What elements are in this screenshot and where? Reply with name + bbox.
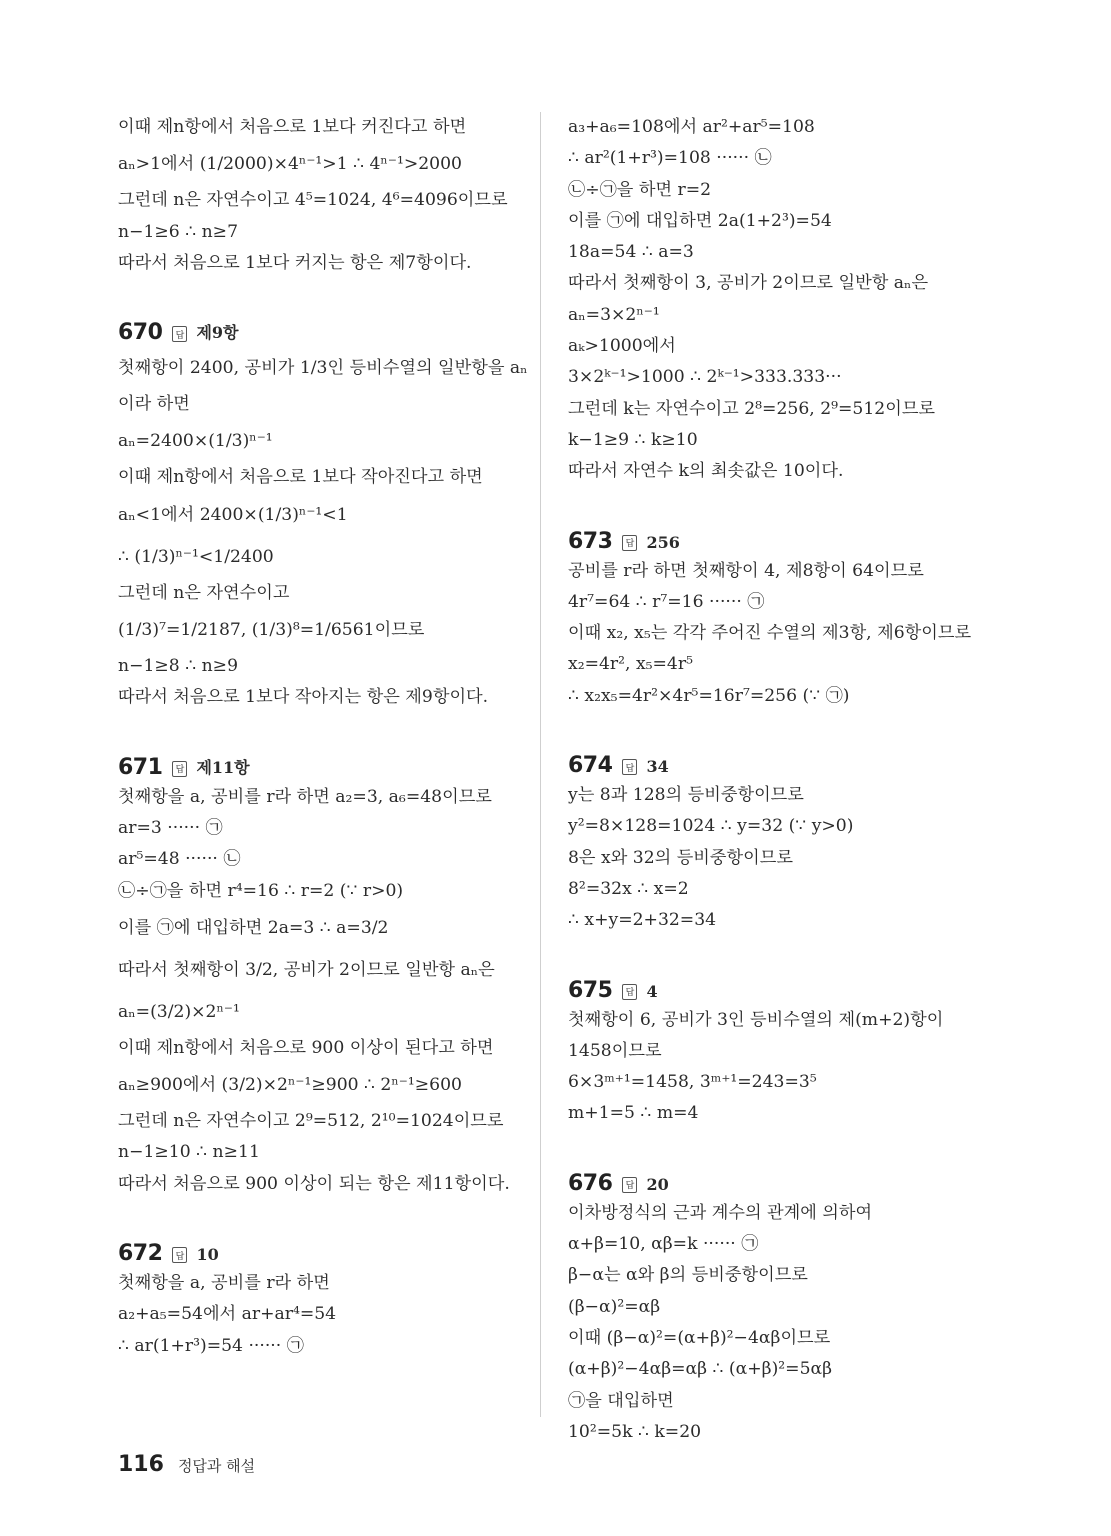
solution-line: 따라서 처음으로 900 이상이 되는 항은 제11항이다. <box>118 1173 510 1194</box>
solution-line: 8은 x와 32의 등비중항이므로 <box>568 847 793 868</box>
solution-line: 이때 제n항에서 처음으로 900 이상이 된다고 하면 <box>118 1037 494 1058</box>
solution-line: n−1≥10 ∴ n≥11 <box>118 1142 260 1163</box>
solution-line: (β−α)²=αβ <box>568 1296 661 1317</box>
answer-value: 34 <box>646 757 669 777</box>
solution-line: 3×2ᵏ⁻¹>1000 ∴ 2ᵏ⁻¹>333.333··· <box>568 367 842 388</box>
right-column <box>568 112 988 1448</box>
solution-line: 따라서 첫째항이 3/2, 공비가 2이므로 일반항 aₙ은 <box>118 959 495 980</box>
solution-line: 이차방정식의 근과 계수의 관계에 의하여 <box>568 1202 873 1223</box>
problem-number: 671 <box>118 754 163 780</box>
answer-value: 20 <box>646 1174 669 1194</box>
answer-value: 4 <box>646 981 658 1001</box>
solution-line: aₙ=(3/2)×2ⁿ⁻¹ <box>118 1001 240 1022</box>
problem-header <box>568 1160 988 1196</box>
section-gap <box>568 712 988 742</box>
section-gap <box>568 488 988 518</box>
problem-header <box>568 742 988 778</box>
solution-line: 그런데 n은 자연수이고 4⁵=1024, 4⁶=4096이므로 <box>118 190 508 211</box>
section-title: 정답과 해설 <box>177 1457 256 1475</box>
solution-line: ar=3 ······ ㉠ <box>118 817 223 838</box>
answer-icon: 답 <box>172 1247 187 1263</box>
solution-line: ∴ x₂x₅=4r²×4r⁵=16r⁷=256 (∵ ㉠) <box>568 685 850 706</box>
solution-line: x₂=4r², x₅=4r⁵ <box>568 654 693 675</box>
solution-line: 공비를 r라 하면 첫째항이 4, 제8항이 64이므로 <box>568 560 924 581</box>
column-divider <box>540 112 541 1417</box>
answer-icon: 답 <box>172 326 187 342</box>
problem-header <box>118 309 528 345</box>
solution-line: 이를 ㉠에 대입하면 2a(1+2³)=54 <box>568 210 832 231</box>
solution-line: k−1≥9 ∴ k≥10 <box>568 429 698 450</box>
solution-line: a₃+a₆=108에서 ar²+ar⁵=108 <box>568 117 815 137</box>
answer-value: 제11항 <box>196 757 250 777</box>
problem-number: 670 <box>118 320 163 346</box>
solution-line: ∴ ar²(1+r³)=108 ······ ㉡ <box>568 148 772 169</box>
answer-icon: 답 <box>622 984 637 1000</box>
solution-line: 첫째항을 a, 공비를 r라 하면 a₂=3, a₆=48이므로 <box>118 786 492 807</box>
answer-icon: 답 <box>622 535 637 551</box>
solution-line: aₙ=2400×(1/3)ⁿ⁻¹ <box>118 431 273 452</box>
problem-number: 675 <box>568 977 613 1003</box>
solution-line: aₖ>1000에서 <box>568 336 676 357</box>
solution-line: ㉡÷㉠을 하면 r=2 <box>568 179 712 200</box>
solution-line: ∴ x+y=2+32=34 <box>568 910 717 931</box>
solution-line: 10²=5k ∴ k=20 <box>568 1421 702 1442</box>
solution-line: aₙ≥900에서 (3/2)×2ⁿ⁻¹≥900 ∴ 2ⁿ⁻¹≥600 <box>118 1075 462 1096</box>
solution-line: 따라서 처음으로 1보다 커지는 항은 제7항이다. <box>118 252 472 273</box>
solution-line: β−α는 α와 β의 등비중항이므로 <box>568 1265 808 1286</box>
solution-line: 그런데 n은 자연수이고 2⁹=512, 2¹⁰=1024이므로 <box>118 1111 504 1132</box>
page-number: 116 <box>118 1452 164 1477</box>
section-gap <box>118 1200 528 1230</box>
problem-number: 672 <box>118 1241 163 1267</box>
answer-value: 256 <box>646 532 680 552</box>
problem-number: 676 <box>568 1170 613 1196</box>
answer-icon: 답 <box>622 759 637 775</box>
solution-line: ㉠을 대입하면 <box>568 1390 674 1411</box>
solution-line: 따라서 첫째항이 3, 공비가 2이므로 일반항 aₙ은 <box>568 273 929 294</box>
problem-header <box>118 1230 528 1266</box>
solution-line: aₙ=3×2ⁿ⁻¹ <box>568 304 660 325</box>
solution-line: ㉡÷㉠을 하면 r⁴=16 ∴ r=2 (∵ r>0) <box>118 880 404 901</box>
section-gap <box>568 937 988 967</box>
solution-line: ar⁵=48 ······ ㉡ <box>118 849 241 870</box>
solution-line: ∴ ar(1+r³)=54 ······ ㉠ <box>118 1335 304 1356</box>
problem-number: 673 <box>568 528 613 554</box>
section-gap <box>568 1130 988 1160</box>
solution-line: aₙ>1에서 (1/2000)×4ⁿ⁻¹>1 ∴ 4ⁿ⁻¹>2000 <box>118 154 462 175</box>
page-footer <box>118 1452 255 1477</box>
solution-line: 18a=54 ∴ a=3 <box>568 242 694 263</box>
problem-header <box>568 967 988 1003</box>
problem-header <box>568 518 988 554</box>
solution-line: 그런데 k는 자연수이고 2⁸=256, 2⁹=512이므로 <box>568 398 936 419</box>
solution-line: y는 8과 128의 등비중항이므로 <box>568 785 804 806</box>
solution-line: 첫째항이 6, 공비가 3인 등비수열의 제(m+2)항이 <box>568 1009 944 1030</box>
answer-icon: 답 <box>622 1177 637 1193</box>
solution-line: 6×3ᵐ⁺¹=1458, 3ᵐ⁺¹=243=3⁵ <box>568 1072 817 1093</box>
solution-line: 그런데 n은 자연수이고 <box>118 582 290 603</box>
solution-line: (α+β)²−4αβ=αβ ∴ (α+β)²=5αβ <box>568 1359 833 1380</box>
solution-line: 이때 제n항에서 처음으로 1보다 작아진다고 하면 <box>118 467 483 488</box>
solution-line: 8²=32x ∴ x=2 <box>568 878 689 899</box>
solution-line: n−1≥8 ∴ n≥9 <box>118 656 239 677</box>
solution-line: 4r⁷=64 ∴ r⁷=16 ······ ㉠ <box>568 591 765 612</box>
section-gap <box>118 279 528 309</box>
solution-line: ∴ (1/3)ⁿ⁻¹<1/2400 <box>118 546 274 567</box>
solution-line: y²=8×128=1024 ∴ y=32 (∵ y>0) <box>568 816 854 837</box>
solution-line: aₙ<1에서 2400×(1/3)ⁿ⁻¹<1 <box>118 504 348 525</box>
solution-line: α+β=10, αβ=k ······ ㉠ <box>568 1234 759 1255</box>
answer-value: 10 <box>196 1245 219 1265</box>
solution-line: 1458이므로 <box>568 1040 662 1061</box>
solution-line: 이라 하면 <box>118 394 190 415</box>
left-column <box>118 112 528 1362</box>
solution-line: 이때 x₂, x₅는 각각 주어진 수열의 제3항, 제6항이므로 <box>568 623 972 644</box>
solution-line: (1/3)⁷=1/2187, (1/3)⁸=1/6561이므로 <box>118 620 425 641</box>
solution-line: m+1=5 ∴ m=4 <box>568 1103 699 1124</box>
answer-icon: 답 <box>172 761 187 777</box>
solution-line: 따라서 처음으로 1보다 작아지는 항은 제9항이다. <box>118 687 489 708</box>
solution-line: 따라서 자연수 k의 최솟값은 10이다. <box>568 461 844 482</box>
solution-line: 첫째항을 a, 공비를 r라 하면 <box>118 1273 330 1294</box>
answer-value: 제9항 <box>196 323 239 343</box>
solution-line: a₂+a₅=54에서 ar+ar⁴=54 <box>118 1304 337 1325</box>
solution-line: n−1≥6 ∴ n≥7 <box>118 221 239 242</box>
solution-line: 이때 제n항에서 처음으로 1보다 커진다고 하면 <box>118 117 467 137</box>
problem-header <box>118 744 528 780</box>
solution-line: 이를 ㉠에 대입하면 2a=3 ∴ a=3/2 <box>118 917 389 938</box>
problem-number: 674 <box>568 753 613 779</box>
section-gap <box>118 714 528 744</box>
solution-line: 첫째항이 2400, 공비가 1/3인 등비수열의 일반항을 aₙ <box>118 358 528 379</box>
solution-line: 이때 (β−α)²=(α+β)²−4αβ이므로 <box>568 1327 831 1348</box>
